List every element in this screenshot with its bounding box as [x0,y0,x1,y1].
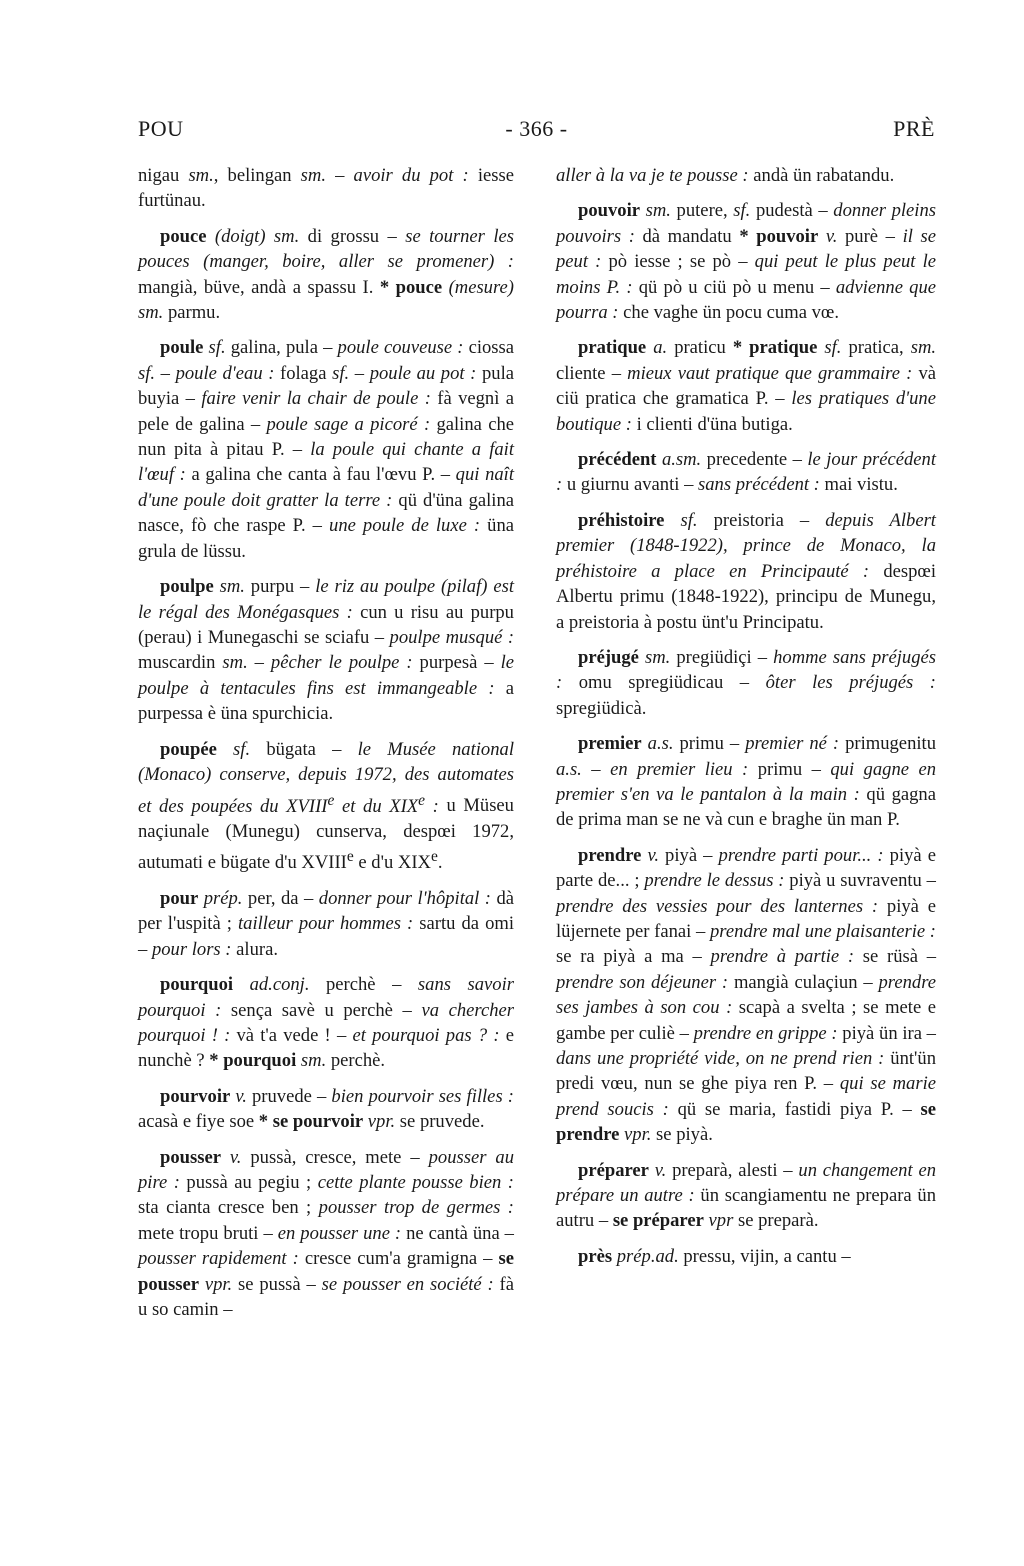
dictionary-entry: poulpe sm. purpu – le riz au poulpe (pilaf) est le régal des Monégasques : cun u risu au purpu (perau) i Munegaschi se sciafu – poulpe musqué : muscardin sm. – pêcher le poulpe : purpesà – le poulpe à tentacules fins est immangeable : a purpessa è üna spurchicia. [138,576,515,725]
page-number: - 366 - [505,116,568,141]
dictionary-entry: pourquoi ad.conj. perchè – sans savoir pourquoi : sença savè u perchè – va chercher pourquoi ! : và t'a vede ! – et pourquoi pas ? : e nunchè ? * pourquoi sm. perchè. [138,974,514,1072]
dictionary-entry: près prép.ad. pressu, vijin, a cantu – [578,1245,851,1267]
dictionary-entry: pouvoir sm. putere, sf. pudestà – donner pleins pouvoirs : dà mandatu * pouvoir v. purè – il se peut : pò iesse ; se pò – qui peut le plus peut le moins P. : qü pò u ciü pò u menu – advienne que pourra : che vaghe ün pocu cuma vœ. [556,200,937,324]
left-column [138,163,514,1332]
dictionary-entry: préhistoire sf. preistoria – depuis Albert premier (1848-1922), prince de Monaco, la préhistoire a place en Principauté : despœi Albertu primu (1848-1922), principu de Munegu, a preistoria à postu ünt'u Principatu. [556,509,936,633]
dictionary-entry: prendre v. piyà – prendre parti pour... : piyà e parte de... ; prendre le dessus : piyà u suvraventu – prendre des vessies pour des lanternes : piyà e lüjernete per fanai – prendre mal une plaisanterie : se ra piyà a ma – prendre à partie : se rüsà – prendre son déjeuner : mangià culaçiun – prendre ses jambes à son cou : scapà a svelta ; se mete e gambe per culiè – prendre en grippe : piyà ün ira – dans une propriété vide, on ne prend rien : ünt'ün predi vœu, nun se ghe piya ren P. – qui se marie prend soucis : qü se maria, fastidi piya P. – se prendre vpr. se piyà. [556,844,937,1146]
dictionary-entry: préjugé sm. pregiüdiçi – homme sans préjugés : omu spregiüdicau – ôter les préjugés : spregiüdicà. [556,646,937,719]
running-header [138,116,935,148]
dictionary-entry: pratique a. praticu * pratique sf. pratica, sm. cliente – mieux vaut pratique que grammaire : và ciü pratica che gramatica P. – les pratiques d'une boutique : i clienti d'üna butiga. [556,337,937,435]
dictionary-entry: préparer v. preparà, alesti – un changement en prépare un autre : ün scangiamentu ne prepara ün autru – se préparer vpr se preparà. [556,1159,936,1232]
header-right-guideword: PRÈ [893,116,935,141]
dictionary-entry: pour prép. per, da – donner pour l'hôpital : dà per l'uspità ; tailleur pour hommes : sartu da omi – pour lors : alura. [138,887,514,960]
dictionary-entry: pourvoir v. pruvede – bien pourvoir ses filles : acasà e fiye soe * se pourvoir vpr. se pruvede. [138,1085,514,1133]
dictionary-entry: aller à la va je te pousse : andà ün rabatandu. [556,165,895,186]
right-column [556,163,936,1279]
dictionary-entry: pousser v. pussà, cresce, mete – pousser au pire : pussà au pegiu ; cette plante pousse bien : sta cianta cresce ben ; pousser trop de germes : mete tropu bruti – en pousser une : ne cantà üna – pousser rapidement : cresce cum'a gramigna – se pousser vpr. se pussà – se pousser en société : fà u so camin – [138,1146,515,1321]
dictionary-entry: premier a.s. primu – premier né : primugenitu a.s. – en premier lieu : primu – qui gagne en premier s'en va le pantalon à la main : qü gagna de prima man se ne và cun e braghe ün man P. [556,733,937,831]
dictionary-entry: nigau sm., belingan sm. – avoir du pot : iesse furtünau. [138,165,514,212]
dictionary-entry: poule sf. galina, pula – poule couveuse : ciossa sf. – poule d'eau : folaga sf. – poule au pot : pula buyia – faire venir la chair de poule : fà vegnì a pele de galina – poule sage a picoré : galina che nun pita à pitau P. – la poule qui chante a fait l'œuf : a galina che canta à fau l'œvu P. – qui naît d'une poule doit gratter la terre : qü d'üna galina nasce, fò che raspe P. – une poule de luxe : üna grula de lüssu. [138,337,515,562]
header-left-guideword: POU [138,116,184,141]
dictionary-entry: précédent a.sm. precedente – le jour précédent : u giurnu avanti – sans précédent : mai vistu. [556,449,936,496]
dictionary-entry: poupée sf. bügata – le Musée national (Monaco) conserve, depuis 1972, des automates et des poupées du XVIIIe et du XIXe : u Müseu naçiunale (Munegu) cunserva, despœi 1972, autumati e bügate d'u XVIIIe e d'u XIXe. [138,738,514,874]
dictionary-entry: pouce (doigt) sm. di grossu – se tourner les pouces (manger, boire, aller se promener) : mangià, büve, andà a spassu I. * pouce (mesure) sm. parmu. [138,225,514,324]
